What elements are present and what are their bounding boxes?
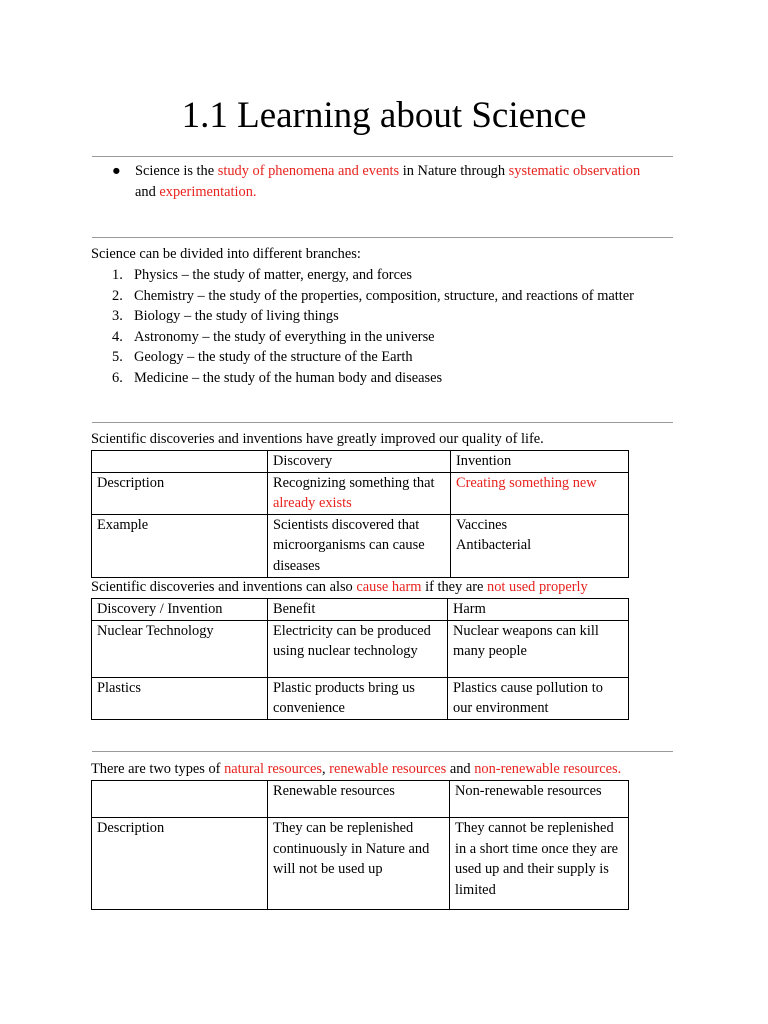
table-header-row: [92, 781, 629, 818]
caption-highlight: cause harm: [356, 579, 422, 595]
caption-part: and: [446, 761, 475, 777]
table-row: [92, 818, 629, 910]
table-header-cell: Renewable resources: [268, 781, 450, 818]
list-item-text: Physics – the study of matter, energy, and forces: [134, 267, 412, 283]
list-item-text: Chemistry – the study of the properties, composition, structure, and reactions of matter: [134, 287, 634, 304]
table-cell: Plastics: [92, 677, 268, 719]
divider: [92, 237, 673, 238]
list-item: [91, 286, 634, 307]
list-number: 1.: [112, 267, 123, 283]
table-cell: Scientists discovered that microorganisms can cause diseases: [268, 514, 451, 577]
definition-highlight: study of phenomena and events: [217, 163, 400, 179]
definition-highlight: systematic observation: [508, 163, 641, 179]
caption-highlight: not used properly: [487, 579, 588, 595]
table-cell: Description: [92, 818, 268, 910]
list-item-text: Biology – the study of living things: [134, 308, 339, 325]
table-cell: Plastic products bring us convenience: [268, 677, 448, 719]
page-title: 1.1 Learning about Science: [181, 95, 587, 136]
caption-part: There are two types of: [91, 761, 225, 777]
discovery-invention-table: [91, 450, 629, 578]
caption-highlight: natural resources: [224, 761, 322, 777]
list-number: 5.: [112, 349, 123, 366]
table-header-cell: Discovery / Invention: [92, 599, 268, 621]
resources-caption: [91, 759, 621, 780]
table-header-cell: Discovery: [268, 451, 451, 473]
caption-part: if they are: [421, 579, 488, 595]
definition-part: Science is the: [135, 163, 218, 179]
table-row: [92, 514, 629, 577]
resources-table: [91, 780, 629, 910]
harm-caption: [91, 577, 588, 598]
definition-text: [135, 161, 672, 202]
caption-highlight: renewable resources: [329, 761, 447, 777]
list-item: [91, 265, 634, 286]
definition-part: and: [135, 183, 160, 200]
caption-part: ,: [321, 761, 330, 777]
table-row: [92, 472, 629, 514]
table-cell: Description: [92, 472, 268, 514]
cell-highlight: Creating something new: [456, 474, 597, 491]
table-header-cell: [92, 451, 268, 473]
table-cell: Plastics cause pollution to our environment: [448, 677, 629, 719]
definition-bullet: [112, 161, 672, 202]
table-cell: Example: [92, 514, 268, 577]
list-number: 6.: [112, 369, 123, 386]
discovery-caption: Scientific discoveries and inventions have greatly improved our quality of life.: [91, 431, 544, 447]
list-item-text: Geology – the study of the structure of the Earth: [134, 349, 413, 366]
divider: [92, 422, 673, 423]
cell-text: Antibacterial: [456, 537, 532, 554]
table-cell: Nuclear Technology: [92, 620, 268, 677]
table-header-cell: Non-renewable resources: [450, 781, 629, 818]
table-row: [92, 677, 629, 719]
list-item: [91, 368, 634, 389]
branches-intro: Science can be divided into different branches:: [91, 246, 361, 262]
table-cell: Electricity can be produced using nuclear technology: [268, 620, 448, 677]
branches-list: [91, 265, 634, 389]
list-number: 4.: [112, 328, 123, 345]
list-item-text: Astronomy – the study of everything in the universe: [134, 328, 435, 345]
definition-highlight: experimentation.: [159, 183, 257, 200]
definition-part: in Nature through: [399, 163, 509, 179]
benefit-harm-table: [91, 598, 629, 720]
bullet-icon: ●: [112, 163, 121, 179]
table-cell: Nuclear weapons can kill many people: [448, 620, 629, 677]
table-cell: They cannot be replenished in a short time once they are used up and their supply is limited: [450, 818, 629, 910]
table-row: [92, 620, 629, 677]
table-header-cell: [92, 781, 268, 818]
table-header-cell: Invention: [451, 451, 629, 473]
list-item: [91, 306, 634, 327]
cell-text: Vaccines: [456, 516, 508, 533]
divider: [92, 751, 673, 752]
caption-part: Scientific discoveries and inventions can also: [91, 579, 357, 595]
table-cell: [451, 472, 629, 514]
cell-highlight: already exists: [273, 495, 352, 512]
list-item-text: Medicine – the study of the human body and diseases: [134, 369, 443, 386]
table-cell: [268, 472, 451, 514]
list-number: 3.: [112, 308, 123, 325]
table-header-cell: Harm: [448, 599, 629, 621]
table-header-row: [92, 599, 629, 621]
divider: [92, 156, 673, 157]
cell-text: Recognizing something that: [273, 474, 435, 491]
table-cell: They can be replenished continuously in Nature and will not be used up: [268, 818, 450, 910]
list-item: [91, 327, 634, 348]
table-header-cell: Benefit: [268, 599, 448, 621]
list-item: [91, 347, 634, 368]
table-header-row: [92, 451, 629, 473]
table-cell: [451, 514, 629, 577]
list-number: 2.: [112, 287, 123, 304]
caption-highlight: non-renewable resources.: [474, 761, 622, 777]
